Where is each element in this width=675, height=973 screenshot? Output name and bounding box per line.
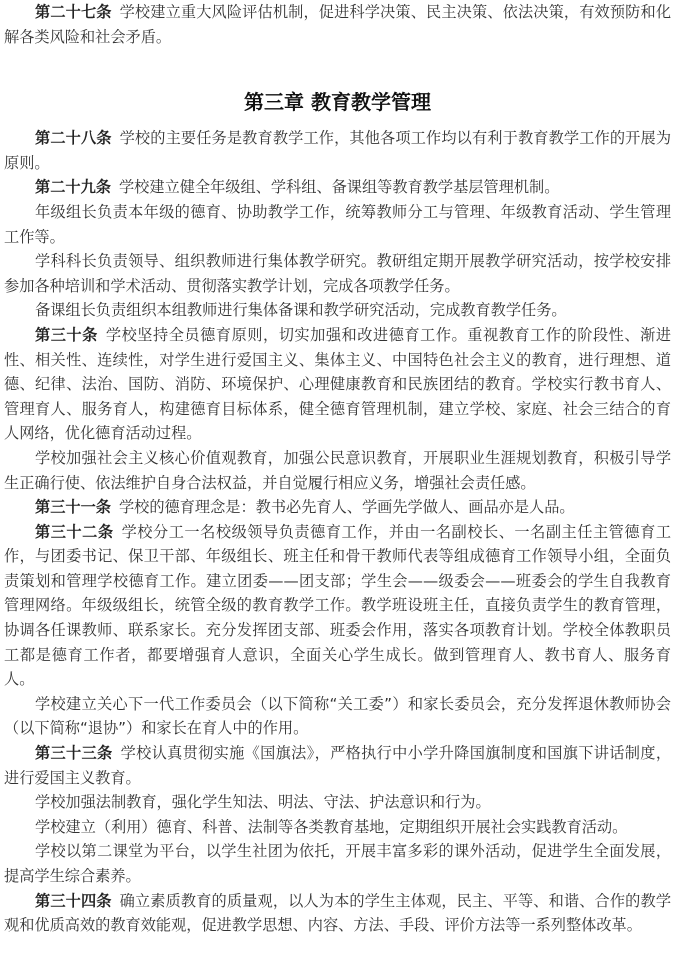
paragraph-text: 学科科长负责领导、组织教师进行集体教学研究。教研组定期开展教学研究活动，按学校安排参加各种培训和学术活动、贯彻落实教学计划，完成各项教学任务。 — [4, 252, 671, 295]
paragraph-text: 学校的德育理念是：教书必先育人、学画先学做人、画品亦是人品。 — [118, 498, 575, 517]
paragraph-legal-education — [4, 790, 671, 815]
paragraph-text: 学校加强法制教育，强化学生知法、明法、守法、护法意识和行为。 — [35, 793, 491, 812]
article-number: 第三十四条 — [35, 891, 112, 910]
paragraph-text: 学校的主要任务是教育教学工作，其他各项工作均以有利于教育教学工作的开展为原则。 — [4, 129, 672, 172]
paragraph-text: 年级组长负责本年级的德育、协助教学工作，统筹教师分工与管理、年级教育活动、学生管理工作等。 — [4, 202, 671, 246]
paragraph-text: 学校建立健全年级组、学科组、备课组等教育教学基层管理机制。 — [118, 178, 560, 197]
paragraph-core-values — [4, 446, 671, 495]
paragraph-text: 学校建立（利用）德育、科普、法制等各类教育基地，定期组织开展社会实践教育活动。 — [35, 817, 628, 836]
paragraph-text: 学校认真贯彻实施《国旗法》，严格执行中小学升降国旗制度和国旗下讲话制度，进行爱国主义教育。 — [4, 744, 672, 787]
paragraph-subject-leader — [4, 249, 671, 298]
paragraph-article-30 — [4, 323, 671, 446]
paragraph-article-33 — [4, 741, 671, 790]
article-number: 第三十二条 — [35, 522, 114, 541]
paragraph-article-31 — [4, 495, 671, 520]
paragraph-article-29 — [4, 175, 671, 200]
paragraph-article-34 — [4, 889, 671, 938]
paragraph-education-base — [4, 815, 671, 840]
paragraph-text: 学校建立重大风险评估机制，促进科学决策、民主决策、依法决策，有效预防和化解各类风险和社会矛盾。 — [4, 3, 672, 46]
paragraph-second-classroom — [4, 839, 671, 888]
paragraph-committee — [4, 692, 671, 741]
paragraph-text: 学校建立关心下一代工作委员会（以下简称“关工委”）和家长委员会，充分发挥退休教师协会（以下简称“退协”）和家长在育人中的作用。 — [4, 694, 671, 738]
paragraph-article-27 — [4, 0, 671, 49]
article-number: 第三十三条 — [35, 744, 113, 763]
paragraph-article-28 — [4, 126, 671, 175]
article-number: 第二十九条 — [35, 178, 111, 197]
article-number: 第三十一条 — [35, 498, 111, 517]
article-number: 第三十条 — [35, 325, 98, 344]
paragraph-article-32 — [4, 520, 671, 692]
paragraph-lesson-group-leader — [4, 298, 671, 323]
paragraph-text: 学校以第二课堂为平台，以学生社团为依托，开展丰富多彩的课外活动，促进学生全面发展，提高学生综合素养。 — [4, 842, 671, 885]
paragraph-text: 学校坚持全员德育原则，切实加强和改进德育工作。重视教育工作的阶段性、渐进性、相关性、连续性，对学生进行爱国主义、集体主义、中国特色社会主义的教育，进行理想、道德、纪律、法治、国防、消防、环境保护、心理健康教育和民族团结的教育。学校实行教书育人、管理育人、服务育人，构建德育目标体系，健全德育管理机制，建立学校、家庭、社会三结合的育人网络，优化德育活动过程。 — [4, 325, 672, 443]
paragraph-text: 学校分工一名校级领导负责德育工作，并由一名副校长、一名副主任主管德育工作，与团委书记、保卫干部、年级组长、班主任和骨干教师代表等组成德育工作领导小组，全面负责策划和管理学校德育工作。建立团委——团支部；学生会——级委会——班委会的学生自我教育管理网络。年级级组长，统管全级的教育教学工作。教学班设班主任，直接负责学生的教育管理，协调各任课教师、联系家长。充分发挥团支部、班委会作用，落实各项教育计划。学校全体教职员工都是德育工作者，都要增强育人意识，全面关心学生成长。做到管理育人、教书育人、服务育人。 — [4, 522, 672, 689]
article-number: 第二十八条 — [35, 129, 112, 148]
paragraph-text: 学校加强社会主义核心价值观教育，加强公民意识教育，开展职业生涯规划教育，积极引导学生正确行使、依法维护自身合法权益，并自觉履行相应义务，增强社会责任感。 — [4, 448, 671, 492]
paragraph-text: 确立素质教育的质量观，以人为本的学生主体观，民主、平等、和谐、合作的教学观和优质高效的教育效能观，促进教学思想、内容、方法、手段、评价方法等一系列整体改革。 — [4, 891, 672, 935]
paragraph-text: 备课组长负责组织本组教师进行集体备课和教学研究活动，完成教育教学任务。 — [35, 301, 567, 320]
paragraph-grade-leader — [4, 200, 671, 249]
article-number: 第二十七条 — [35, 3, 112, 21]
chapter-heading: 第三章 教育教学管理 — [244, 90, 431, 115]
